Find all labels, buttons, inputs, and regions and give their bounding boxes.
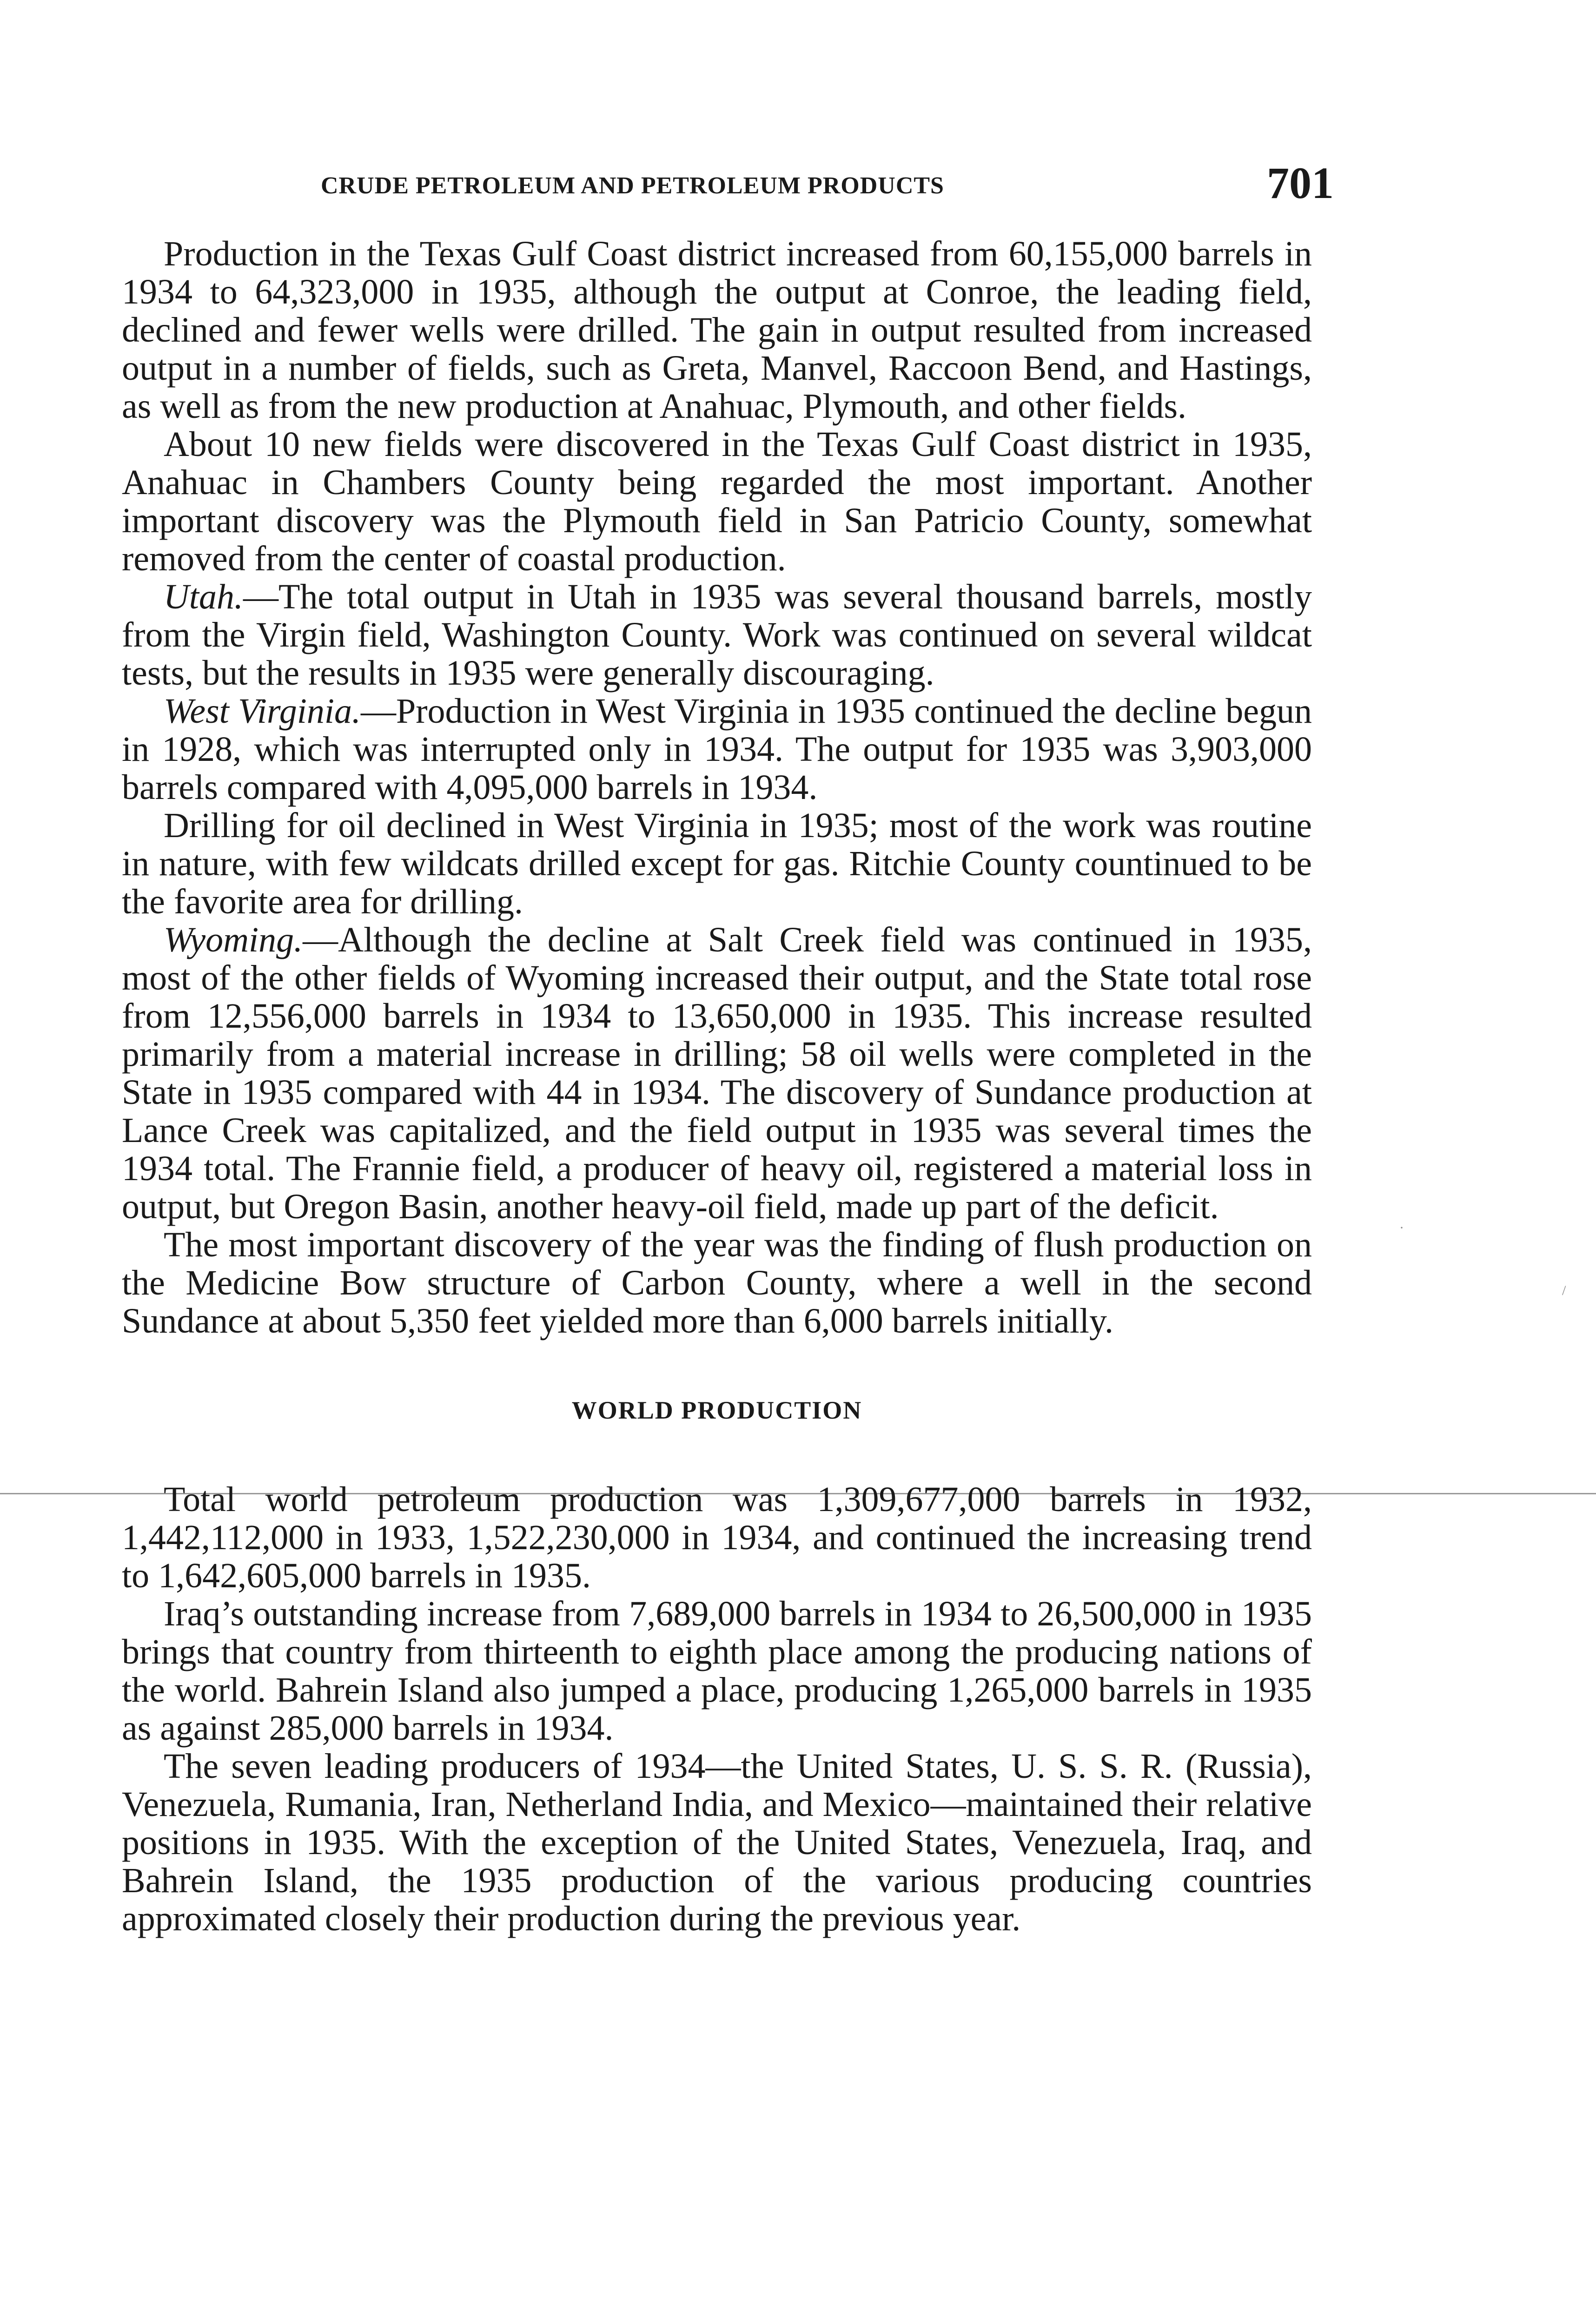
paragraph-iraq: Iraq’s outstanding increase from 7,689,000 barrels in 1934 to 26,500,000 in 1935 brings that country from thirteenth to eighth place among the producing nations of the world. Bahrein Island also jumped a place, producing 1,265,000 barrels in 1935 as against 285,000 barrels in 1934.	[122, 1594, 1312, 1748]
paragraph-west-virginia	[122, 692, 1312, 806]
wyoming-text: —Although the decline at Salt Creek field was continued in 1935, most of the other fields of Wyoming increased their output, and the State total rose from 12,556,000 barrels in 1934 to 13,650,000 in 1935. This increase resulted primarily from a material increase in drilling; 58 oil wells were completed in the State in 1935 compared with 44 in 1934. The discovery of Sundance production at Lance Creek was capitalized, and the field output in 1935 was several times the 1934 total. The Frannie field, a producer of heavy oil, registered a material loss in output, but Oregon Basin, another heavy-oil field, made up part of the deficit.	[122, 920, 1312, 1226]
scan-speck: /	[1562, 1283, 1566, 1298]
paragraph-medicine-bow: The most important discovery of the year was the finding of flush production on the Medicine Bow structure of Carbon County, where a well in the second Sundance at about 5,350 feet yielded more than 6,000 barrels initially.	[122, 1225, 1312, 1340]
paragraph-west-virginia-drilling: Drilling for oil declined in West Virginia in 1935; most of the work was routine in nature, with few wildcats drilled except for gas. Ritchie County countinued to be the favorite area for drilling.	[122, 806, 1312, 921]
section-heading-world-production: WORLD PRODUCTION	[571, 1396, 862, 1424]
west-virginia-lead: West Virginia.	[164, 692, 361, 731]
paragraph-new-fields: About 10 new fields were discovered in the Texas Gulf Coast district in 1935, Anahuac in Chambers County being regarded the most important. Another important discovery was the Plymouth field in San Patricio County, somewhat removed from the center of coastal production.	[122, 425, 1312, 578]
west-virginia-text: —Production in West Virginia in 1935 continued the decline begun in 1928, which was interrupted only in 1934. The output for 1935 was 3,903,000 barrels compared with 4,095,000 barrels in 1934.	[122, 692, 1312, 807]
paragraph-texas-gulf-coast: Production in the Texas Gulf Coast district increased from 60,155,000 barrels in 1934 to 64,323,000 in 1935, although the output at Conroe, the leading field, declined and fewer wells were drilled. The gain in output resulted from increased output in a number of fields, such as Greta, Manvel, Raccoon Bend, and Hastings, as well as from the new production at Anahuac, Plymouth, and other fields.	[122, 234, 1312, 426]
paragraph-wyoming	[122, 921, 1312, 1226]
utah-text: —The total output in Utah in 1935 was several thousand barrels, mostly from the Virgin field, Washington County. Work was continued on several wildcat tests, but the results in 1935 were generally discouraging.	[122, 577, 1312, 693]
utah-lead: Utah.	[164, 577, 243, 616]
paragraph-utah	[122, 578, 1312, 692]
page-number: 701	[1267, 158, 1334, 208]
body-text	[122, 235, 1312, 1938]
scan-speck: ·	[1399, 1220, 1404, 1235]
running-head: CRUDE PETROLEUM AND PETROLEUM PRODUCTS	[321, 172, 944, 199]
paragraph-leading-producers: The seven leading producers of 1934—the United States, U. S. S. R. (Russia), Venezuela, Rumania, Iran, Netherland India, and Mexico—maintained their relative positions in 1935. With the exception of the United States, Venezuela, Iraq, and Bahrein Island, the 1935 production of the various producing countries approximated closely their production during the previous year.	[122, 1747, 1312, 1938]
wyoming-lead: Wyoming.	[164, 920, 303, 959]
paragraph-world-total: Total world petroleum production was 1,309,677,000 barrels in 1932, 1,442,112,000 in 1933, 1,522,230,000 in 1934, and continued the increasing trend to 1,642,605,000 barrels in 1935.	[122, 1480, 1312, 1595]
